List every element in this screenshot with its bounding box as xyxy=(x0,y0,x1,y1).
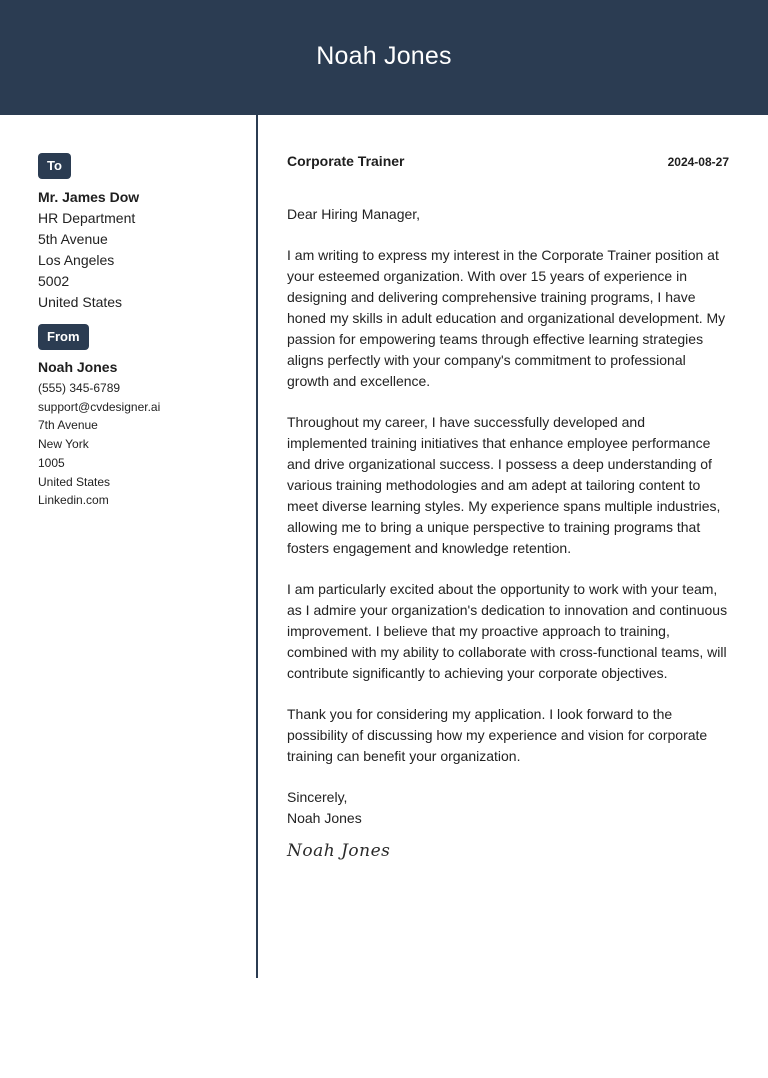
signature: Noah Jones xyxy=(287,841,391,861)
sender-city: New York xyxy=(38,437,89,452)
sidebar xyxy=(38,153,238,510)
letter-body xyxy=(287,153,729,861)
letter-date: 2024-08-27 xyxy=(667,155,729,169)
recipient-street: 5th Avenue xyxy=(38,231,108,247)
sender-name: Noah Jones xyxy=(38,359,118,375)
page-header xyxy=(0,0,768,115)
paragraph-1: I am writing to express my interest in the Corporate Trainer position at your esteemed organization. With over 15 years of experience in designing and delivering comprehensive training programs, I have honed my skills in adult education and organizational development. My passion for empowering teams through effective learning strategies aligns perfectly with your company's commitment to professional growth and excellence. xyxy=(287,247,726,389)
sender-website: Linkedin.com xyxy=(38,493,109,508)
sender-postcode: 1005 xyxy=(38,455,65,470)
recipient-name: Mr. James Dow xyxy=(38,189,140,205)
paragraph-4: Thank you for considering my application. I look forward to the possibility of discussing how my experience and vision for corporate training can benefit your organization. xyxy=(287,706,708,764)
closing-name: Noah Jones xyxy=(287,810,362,826)
letter-topline xyxy=(287,153,729,173)
sender-street: 7th Avenue xyxy=(38,418,98,433)
sender-email: support@cvdesigner.ai xyxy=(38,399,161,414)
paragraph-3: I am particularly excited about the opportunity to work with your team, as I admire your organization's dedication to innovation and continuous improvement. I believe that my proactive approach to training, combined with my ability to collaborate with cross-functional teams, will contribute significantly to achieving your corporate objectives. xyxy=(287,581,728,681)
to-badge: To xyxy=(38,153,71,179)
sender-country: United States xyxy=(38,474,111,489)
paragraph-2: Throughout my career, I have successfully developed and implemented training initiatives that enhance employee performance and drive organizational success. I possess a deep understanding of various training methodologies and am adept at tailoring content to meet diverse learning styles. My experience spans multiple industries, allowing me to bring a unique perspective to training programs that fosters engagement and knowledge retention. xyxy=(287,414,721,556)
recipient-country: United States xyxy=(38,294,123,310)
sender-phone: (555) 345-6789 xyxy=(38,381,121,395)
recipient-postcode: 5002 xyxy=(38,273,70,289)
recipient-city: Los Angeles xyxy=(38,252,115,268)
closing: Sincerely, xyxy=(287,789,348,805)
from-badge: From xyxy=(38,324,89,350)
applicant-name: Noah Jones xyxy=(316,42,452,70)
job-title: Corporate Trainer xyxy=(287,153,405,169)
recipient-department: HR Department xyxy=(38,210,136,226)
column-divider xyxy=(256,115,258,978)
greeting: Dear Hiring Manager, xyxy=(287,206,421,222)
